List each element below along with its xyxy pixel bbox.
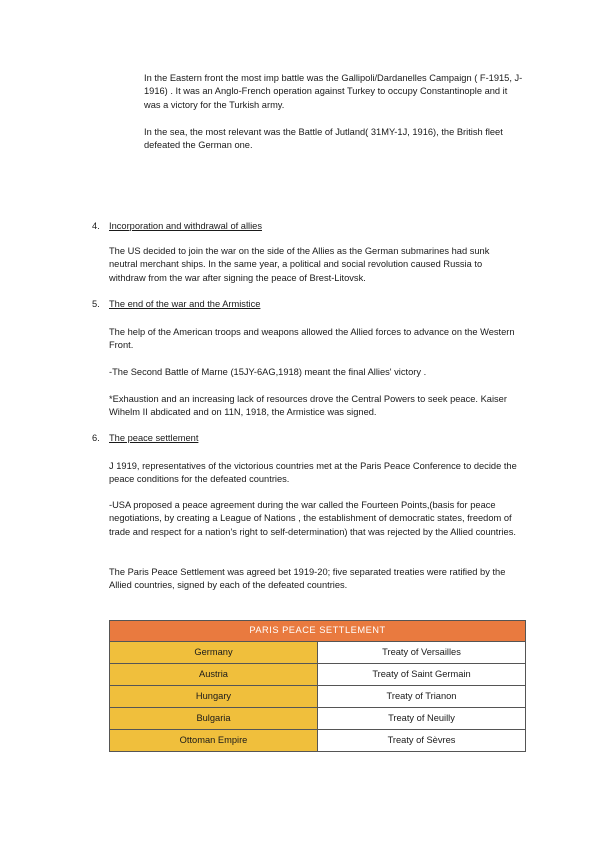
sea-battle-paragraph: In the sea, the most relevant was the Battle of Jutland( 31MY-1J, 1916), the British fleet defeated the German one.: [144, 127, 503, 151]
eastern-front-paragraph: In the Eastern front the most imp battle was the Gallipoli/Dardanelles Campaign ( F-1915, J- 1916) . It was an Anglo-French operation against Turkey to occupy Constantinople and it was a victory for the Turkish army.: [144, 73, 523, 110]
treaty-cell: Treaty of Trianon: [318, 686, 526, 708]
peace-settlement-table: [109, 620, 526, 752]
section-title: The peace settlement: [109, 433, 199, 443]
treaty-cell: Treaty of Sèvres: [318, 730, 526, 752]
treaty-cell: Treaty of Neuilly: [318, 708, 526, 730]
country-cell: Germany: [110, 642, 318, 664]
country-cell: Bulgaria: [110, 708, 318, 730]
table-row: [110, 708, 526, 730]
table-row: [110, 686, 526, 708]
allies-paragraph: The US decided to join the war on the side of the Allies as the German submarines had sunk neutral merchant ships. In the same year, a political and social revolution caused Russia to withdraw from the war after signing the peace of Brest-Litovsk.: [109, 246, 490, 283]
fourteen-points-paragraph: -USA proposed a peace agreement during the war called the Fourteen Points,(basis for peace negotiations, by creating a League of Nations , the establishment of democratic states, freedom of trade and respect for a nation's right to self-determination) that was rejected by the Allied countries.: [109, 500, 516, 537]
american-help-paragraph: The help of the American troops and weapons allowed the Allied forces to advance on the Western Front.: [109, 327, 515, 351]
country-cell: Hungary: [110, 686, 318, 708]
section-title: Incorporation and withdrawal of allies: [109, 221, 262, 231]
table-header-row: [110, 621, 526, 642]
armistice-paragraph: *Exhaustion and an increasing lack of resources drove the Central Powers to seek peace. Kaiser Wihelm II abdicated and on 11N, 1918, the Armistice was signed.: [109, 394, 507, 418]
country-cell: Ottoman Empire: [110, 730, 318, 752]
section-number: 6.: [92, 433, 100, 443]
section-number: 5.: [92, 299, 100, 309]
section-title: The end of the war and the Armistice: [109, 299, 261, 309]
country-cell: Austria: [110, 664, 318, 686]
table-header: PARIS PEACE SETTLEMENT: [110, 621, 526, 642]
treaty-cell: Treaty of Versailles: [318, 642, 526, 664]
table-row: [110, 730, 526, 752]
section-heading-5: [92, 298, 512, 311]
treaty-cell: Treaty of Saint Germain: [318, 664, 526, 686]
section-number: 4.: [92, 221, 100, 231]
table-row: [110, 642, 526, 664]
table-row: [110, 664, 526, 686]
section-heading-6: [92, 432, 512, 445]
section-heading-4: [92, 220, 512, 233]
conference-paragraph: J 1919, representatives of the victorious countries met at the Paris Peace Conference to decide the peace conditions for the defeated countries.: [109, 461, 517, 485]
peace-settlement-paragraph: The Paris Peace Settlement was agreed bet 1919-20; five separated treaties were ratified by the Allied countries, signed by each of the defeated countries.: [109, 567, 506, 591]
marne-paragraph: -The Second Battle of Marne (15JY-6AG,1918) meant the final Allies' victory .: [109, 367, 427, 377]
